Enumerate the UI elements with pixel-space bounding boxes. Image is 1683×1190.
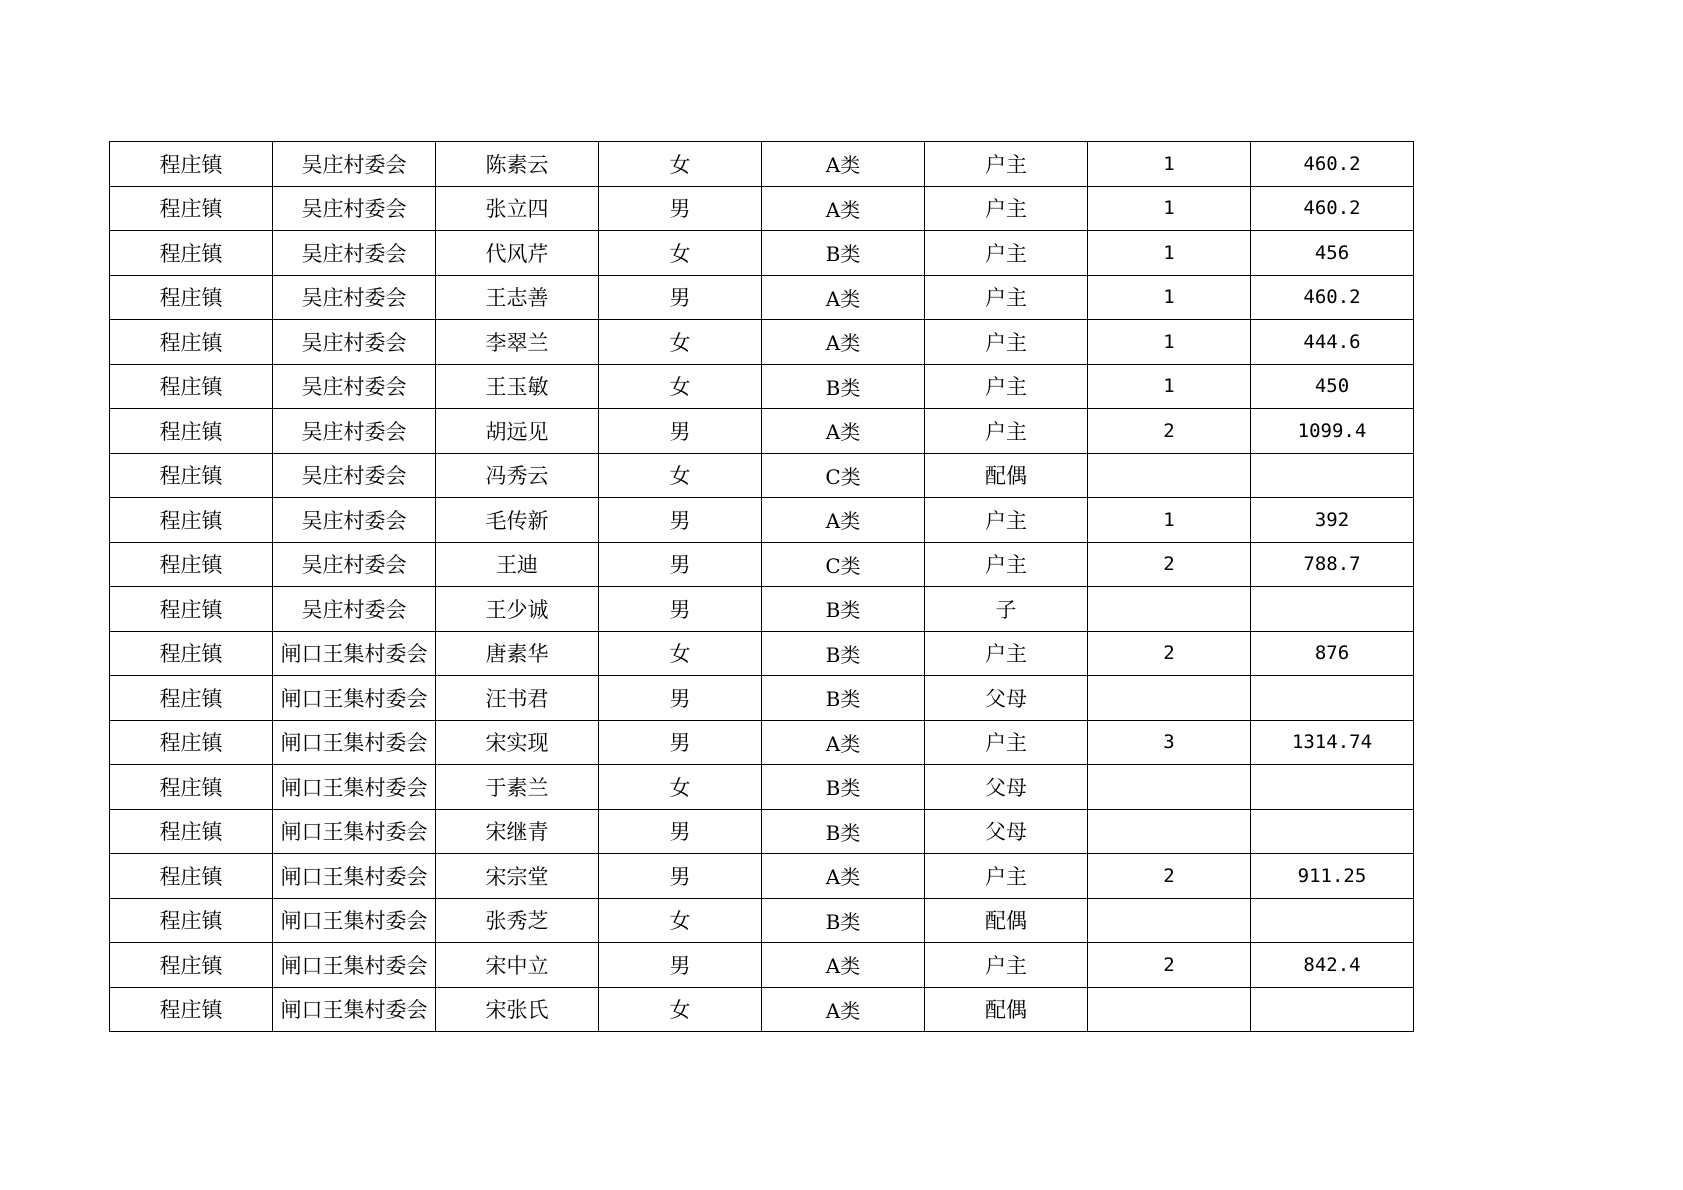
cell-gender: 男 xyxy=(599,409,762,454)
table-row xyxy=(110,631,1414,676)
cell-village: 闸口王集村委会 xyxy=(273,765,436,810)
table-row xyxy=(110,453,1414,498)
cell-amount xyxy=(1251,676,1414,721)
cell-relation: 户主 xyxy=(925,320,1088,365)
cell-amount: 911.25 xyxy=(1251,854,1414,899)
table-row xyxy=(110,720,1414,765)
cell-name: 宋张氏 xyxy=(436,987,599,1032)
cell-relation: 配偶 xyxy=(925,453,1088,498)
cell-name: 代风芹 xyxy=(436,231,599,276)
cell-town: 程庄镇 xyxy=(110,631,273,676)
cell-village: 吴庄村委会 xyxy=(273,453,436,498)
table-row xyxy=(110,943,1414,988)
cell-amount xyxy=(1251,898,1414,943)
cell-household-size xyxy=(1088,809,1251,854)
cell-category: A类 xyxy=(762,943,925,988)
cell-town: 程庄镇 xyxy=(110,142,273,187)
cell-amount: 456 xyxy=(1251,231,1414,276)
cell-relation: 户主 xyxy=(925,854,1088,899)
table-row xyxy=(110,275,1414,320)
cell-gender: 男 xyxy=(599,943,762,988)
cell-town: 程庄镇 xyxy=(110,720,273,765)
cell-category: C类 xyxy=(762,542,925,587)
cell-amount: 876 xyxy=(1251,631,1414,676)
cell-household-size xyxy=(1088,453,1251,498)
cell-village: 吴庄村委会 xyxy=(273,498,436,543)
cell-household-size: 2 xyxy=(1088,542,1251,587)
cell-name: 张秀芝 xyxy=(436,898,599,943)
cell-household-size xyxy=(1088,676,1251,721)
cell-category: A类 xyxy=(762,186,925,231)
cell-town: 程庄镇 xyxy=(110,987,273,1032)
cell-relation: 配偶 xyxy=(925,987,1088,1032)
cell-household-size: 1 xyxy=(1088,186,1251,231)
cell-town: 程庄镇 xyxy=(110,765,273,810)
cell-village: 吴庄村委会 xyxy=(273,320,436,365)
cell-household-size: 3 xyxy=(1088,720,1251,765)
cell-town: 程庄镇 xyxy=(110,587,273,632)
cell-name: 于素兰 xyxy=(436,765,599,810)
table-row xyxy=(110,231,1414,276)
cell-gender: 男 xyxy=(599,720,762,765)
table-row xyxy=(110,498,1414,543)
cell-name: 宋宗堂 xyxy=(436,854,599,899)
cell-category: A类 xyxy=(762,720,925,765)
cell-gender: 女 xyxy=(599,453,762,498)
cell-category: A类 xyxy=(762,142,925,187)
cell-village: 吴庄村委会 xyxy=(273,587,436,632)
table-row xyxy=(110,898,1414,943)
cell-amount xyxy=(1251,809,1414,854)
cell-name: 唐素华 xyxy=(436,631,599,676)
cell-name: 王玉敏 xyxy=(436,364,599,409)
cell-gender: 女 xyxy=(599,898,762,943)
cell-amount: 842.4 xyxy=(1251,943,1414,988)
cell-town: 程庄镇 xyxy=(110,364,273,409)
cell-relation: 户主 xyxy=(925,364,1088,409)
cell-gender: 女 xyxy=(599,231,762,276)
cell-household-size: 1 xyxy=(1088,231,1251,276)
table-row xyxy=(110,186,1414,231)
cell-category: B类 xyxy=(762,231,925,276)
cell-gender: 男 xyxy=(599,542,762,587)
cell-town: 程庄镇 xyxy=(110,676,273,721)
cell-village: 吴庄村委会 xyxy=(273,409,436,454)
cell-amount: 444.6 xyxy=(1251,320,1414,365)
cell-gender: 男 xyxy=(599,275,762,320)
table-row xyxy=(110,587,1414,632)
cell-gender: 女 xyxy=(599,320,762,365)
cell-category: B类 xyxy=(762,809,925,854)
cell-town: 程庄镇 xyxy=(110,498,273,543)
cell-name: 胡远见 xyxy=(436,409,599,454)
cell-household-size: 2 xyxy=(1088,943,1251,988)
cell-name: 冯秀云 xyxy=(436,453,599,498)
cell-relation: 户主 xyxy=(925,542,1088,587)
cell-household-size: 1 xyxy=(1088,498,1251,543)
cell-amount: 450 xyxy=(1251,364,1414,409)
cell-relation: 父母 xyxy=(925,676,1088,721)
cell-amount xyxy=(1251,453,1414,498)
table-row xyxy=(110,854,1414,899)
cell-name: 宋中立 xyxy=(436,943,599,988)
cell-village: 闸口王集村委会 xyxy=(273,676,436,721)
cell-relation: 配偶 xyxy=(925,898,1088,943)
cell-household-size xyxy=(1088,987,1251,1032)
cell-town: 程庄镇 xyxy=(110,409,273,454)
cell-relation: 子 xyxy=(925,587,1088,632)
cell-relation: 父母 xyxy=(925,765,1088,810)
cell-name: 宋实现 xyxy=(436,720,599,765)
cell-household-size: 2 xyxy=(1088,631,1251,676)
cell-category: A类 xyxy=(762,854,925,899)
table-row xyxy=(110,676,1414,721)
cell-town: 程庄镇 xyxy=(110,809,273,854)
table-row xyxy=(110,542,1414,587)
cell-village: 闸口王集村委会 xyxy=(273,720,436,765)
cell-household-size: 1 xyxy=(1088,142,1251,187)
cell-name: 王少诚 xyxy=(436,587,599,632)
table-row xyxy=(110,809,1414,854)
cell-category: B类 xyxy=(762,364,925,409)
cell-town: 程庄镇 xyxy=(110,943,273,988)
cell-village: 闸口王集村委会 xyxy=(273,898,436,943)
cell-gender: 男 xyxy=(599,186,762,231)
cell-village: 吴庄村委会 xyxy=(273,364,436,409)
cell-village: 闸口王集村委会 xyxy=(273,854,436,899)
table-row xyxy=(110,987,1414,1032)
cell-village: 吴庄村委会 xyxy=(273,542,436,587)
cell-gender: 女 xyxy=(599,987,762,1032)
cell-relation: 户主 xyxy=(925,631,1088,676)
cell-amount: 392 xyxy=(1251,498,1414,543)
cell-village: 闸口王集村委会 xyxy=(273,943,436,988)
cell-amount: 788.7 xyxy=(1251,542,1414,587)
cell-relation: 父母 xyxy=(925,809,1088,854)
cell-category: B类 xyxy=(762,765,925,810)
roster-table-body xyxy=(110,142,1414,1032)
cell-gender: 女 xyxy=(599,765,762,810)
cell-town: 程庄镇 xyxy=(110,854,273,899)
cell-village: 闸口王集村委会 xyxy=(273,987,436,1032)
table-row xyxy=(110,320,1414,365)
cell-gender: 男 xyxy=(599,498,762,543)
cell-relation: 户主 xyxy=(925,231,1088,276)
cell-town: 程庄镇 xyxy=(110,186,273,231)
cell-gender: 男 xyxy=(599,809,762,854)
table-row xyxy=(110,364,1414,409)
cell-relation: 户主 xyxy=(925,409,1088,454)
cell-amount: 1314.74 xyxy=(1251,720,1414,765)
cell-category: A类 xyxy=(762,987,925,1032)
cell-household-size: 1 xyxy=(1088,320,1251,365)
cell-gender: 女 xyxy=(599,364,762,409)
cell-name: 汪书君 xyxy=(436,676,599,721)
cell-village: 闸口王集村委会 xyxy=(273,631,436,676)
cell-name: 毛传新 xyxy=(436,498,599,543)
cell-name: 王迪 xyxy=(436,542,599,587)
cell-amount xyxy=(1251,987,1414,1032)
cell-name: 李翠兰 xyxy=(436,320,599,365)
cell-household-size: 2 xyxy=(1088,854,1251,899)
cell-household-size xyxy=(1088,587,1251,632)
cell-name: 王志善 xyxy=(436,275,599,320)
cell-amount: 460.2 xyxy=(1251,186,1414,231)
roster-table xyxy=(109,141,1414,1032)
cell-gender: 男 xyxy=(599,587,762,632)
cell-relation: 户主 xyxy=(925,720,1088,765)
cell-town: 程庄镇 xyxy=(110,898,273,943)
cell-household-size: 1 xyxy=(1088,364,1251,409)
cell-relation: 户主 xyxy=(925,943,1088,988)
cell-name: 宋继青 xyxy=(436,809,599,854)
cell-amount xyxy=(1251,765,1414,810)
cell-amount xyxy=(1251,587,1414,632)
cell-category: A类 xyxy=(762,320,925,365)
cell-category: A类 xyxy=(762,275,925,320)
cell-town: 程庄镇 xyxy=(110,320,273,365)
cell-town: 程庄镇 xyxy=(110,542,273,587)
cell-household-size: 2 xyxy=(1088,409,1251,454)
cell-village: 吴庄村委会 xyxy=(273,231,436,276)
cell-amount: 460.2 xyxy=(1251,142,1414,187)
cell-name: 陈素云 xyxy=(436,142,599,187)
cell-relation: 户主 xyxy=(925,186,1088,231)
cell-relation: 户主 xyxy=(925,142,1088,187)
cell-category: C类 xyxy=(762,453,925,498)
cell-name: 张立四 xyxy=(436,186,599,231)
cell-relation: 户主 xyxy=(925,275,1088,320)
cell-category: A类 xyxy=(762,409,925,454)
cell-category: B类 xyxy=(762,587,925,632)
cell-household-size xyxy=(1088,765,1251,810)
cell-category: B类 xyxy=(762,631,925,676)
cell-village: 闸口王集村委会 xyxy=(273,809,436,854)
table-row xyxy=(110,142,1414,187)
cell-category: B类 xyxy=(762,676,925,721)
cell-household-size: 1 xyxy=(1088,275,1251,320)
cell-amount: 1099.4 xyxy=(1251,409,1414,454)
cell-village: 吴庄村委会 xyxy=(273,142,436,187)
cell-village: 吴庄村委会 xyxy=(273,186,436,231)
cell-town: 程庄镇 xyxy=(110,453,273,498)
cell-category: B类 xyxy=(762,898,925,943)
cell-category: A类 xyxy=(762,498,925,543)
cell-gender: 女 xyxy=(599,631,762,676)
cell-town: 程庄镇 xyxy=(110,275,273,320)
cell-household-size xyxy=(1088,898,1251,943)
table-row xyxy=(110,409,1414,454)
cell-amount: 460.2 xyxy=(1251,275,1414,320)
cell-gender: 女 xyxy=(599,142,762,187)
cell-relation: 户主 xyxy=(925,498,1088,543)
cell-gender: 男 xyxy=(599,854,762,899)
table-row xyxy=(110,765,1414,810)
cell-town: 程庄镇 xyxy=(110,231,273,276)
cell-gender: 男 xyxy=(599,676,762,721)
cell-village: 吴庄村委会 xyxy=(273,275,436,320)
